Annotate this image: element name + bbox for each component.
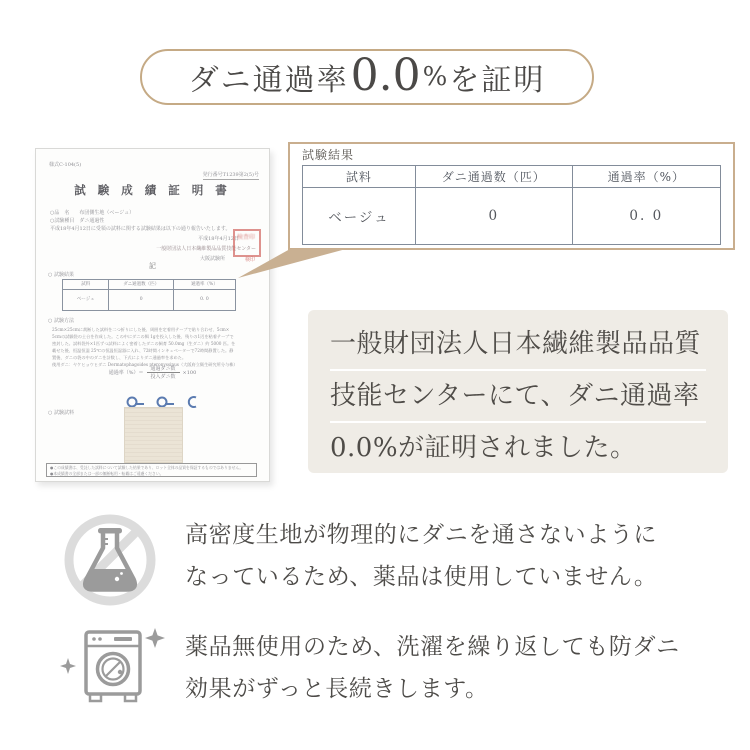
sparkle-icon (60, 658, 76, 674)
page-title (140, 49, 594, 105)
certificate-title: 試 験 成 績 証 明 書 (74, 183, 231, 197)
title-prefix: ダニ通過率 (188, 63, 349, 98)
title-value: 0.0 (350, 50, 421, 101)
certificate-result-table (62, 279, 236, 311)
footnote-line: ●本成績書の全部または一部の無断転用・転載はご遠慮ください。 (50, 471, 164, 476)
no-chemicals-flask-icon (62, 512, 158, 608)
test-result-label: 試験結果 (302, 148, 355, 162)
summary-line: 技能センターにて、ダニ通過率 (330, 371, 706, 423)
certificate-footnotes (46, 463, 257, 477)
table-row (63, 290, 235, 310)
table-header-row (63, 280, 235, 290)
fabric-sample-image (124, 407, 183, 463)
pass-rate-formula (36, 365, 269, 380)
formula-numerator: 通過ダニ数 (150, 366, 176, 372)
test-result-panel (288, 142, 735, 250)
method-line: 使用ダニ：ヤケヒョウヒダニ Dermatophagoides pteronyssinus（大阪府立衛生研究所分与株） (52, 362, 238, 367)
certificate-meta-line: 平成18年4月12日に受領の試料に関する試験結果は以下の通り報告いたします。 (50, 226, 231, 232)
header-cell: 通過率（%） (191, 282, 218, 287)
header-cell: ダニ通過数（匹） (109, 280, 174, 289)
title-suffix: を証明 (449, 63, 546, 98)
header-cell-rate: 通過率（%） (572, 166, 720, 188)
header-cell-count: ダニ通過数（匹） (415, 166, 572, 188)
certificate-section-method: ○ 試験方法 (48, 318, 74, 324)
table-row (303, 188, 721, 245)
method-line: 載せた後、恒温恒湿 25℃の恒温恒湿器に入れ、72時間インキュベーターで72時間静置した。静 (52, 348, 234, 353)
inspection-stamp-label: 検印 (244, 257, 255, 263)
certificate-meta-line: ○試験種目 ダニ通過性 (50, 218, 105, 224)
formula-lhs: 通過率（%）＝ (108, 370, 144, 376)
certificate-meta-line: ○品 名 布団側生地（ベージュ） (50, 210, 135, 216)
summary-line: 0.0%が証明されました。 (330, 433, 637, 463)
formula-denominator: 投入ダニ数 (147, 372, 180, 380)
certificate-ki: 記 (149, 262, 156, 270)
feature-no-chemicals-text (185, 514, 657, 598)
certificate-org: 一般財団法人日本繊維製品品質技能センター (156, 246, 256, 252)
feature-line: なっているため、薬品は使用していません。 (185, 564, 658, 590)
cell-count: 0 (415, 188, 572, 245)
certificate-office: 大阪試験所 (199, 256, 225, 262)
cell-rate: 0. 0 (200, 297, 209, 302)
method-line: 置後、ダニの袋の中のダニを計数し、下式によりダニ通過率を求めた。 (52, 355, 187, 360)
certificate-section-sample: ○ 試験試料 (48, 410, 74, 416)
formula-fraction (147, 365, 180, 380)
summary-line: 一般財団法人日本繊維製品品質 (330, 319, 706, 371)
certificate-date: 平成18年4月12日 (198, 236, 239, 242)
footnote-line: ●この成績書は、受託した試料について試験した結果であり、ロット全体の品質を保証するものではありません。 (50, 465, 244, 470)
certificate-document (35, 148, 270, 482)
callout-pointer (230, 247, 352, 283)
cell-count: 0 (109, 290, 174, 310)
header-cell: 試料 (63, 280, 109, 289)
certificate-section-result: ○ 試験結果 (48, 272, 74, 278)
sparkle-icon (145, 628, 165, 648)
certificate-form-number: 様式C-104(5) (49, 162, 82, 168)
table-header-row (303, 166, 721, 188)
cell-sample: ベージュ (303, 188, 416, 245)
red-seal-stamp-text: 検査印 (237, 234, 256, 241)
title-percent: % (422, 62, 448, 92)
formula-rhs: ×100 (182, 369, 197, 376)
washing-machine-icon (56, 622, 168, 714)
method-line: 5cmの試験袋の土台を作成した。この中にダニの餌 1gを投入した後、残りの1辺を粘着テープで (52, 334, 234, 339)
certificate-meta (50, 209, 231, 233)
method-line: 密封した。試料袋外×1匹ずつ試料によく密着したダニの飼育 50.0mg（生ダニ）約 5000 匹。を (52, 341, 236, 346)
certification-summary-box (308, 310, 728, 473)
cell-sample: ベージュ (63, 290, 109, 310)
feature-line: 薬品無使用のため、洗濯を繰り返しても防ダニ (185, 634, 680, 660)
certificate-method-paragraph (52, 326, 238, 368)
feature-washable-text (185, 626, 680, 710)
header-cell-sample: 試料 (303, 166, 416, 188)
feature-line: 高密度生地が物理的にダニを通さないように (185, 522, 657, 548)
method-line: 25cm×25cmに裁断した試料を二つ折りにした後、周囲を定着用テープで貼り合わせ、5cm× (52, 327, 230, 332)
test-result-table (302, 165, 721, 245)
cell-rate: 0. 0 (572, 188, 720, 245)
feature-line: 効果がずっと長続きします。 (185, 676, 489, 702)
certificate-ref-number: 発行番号T1239第2(5)号 (202, 172, 259, 178)
